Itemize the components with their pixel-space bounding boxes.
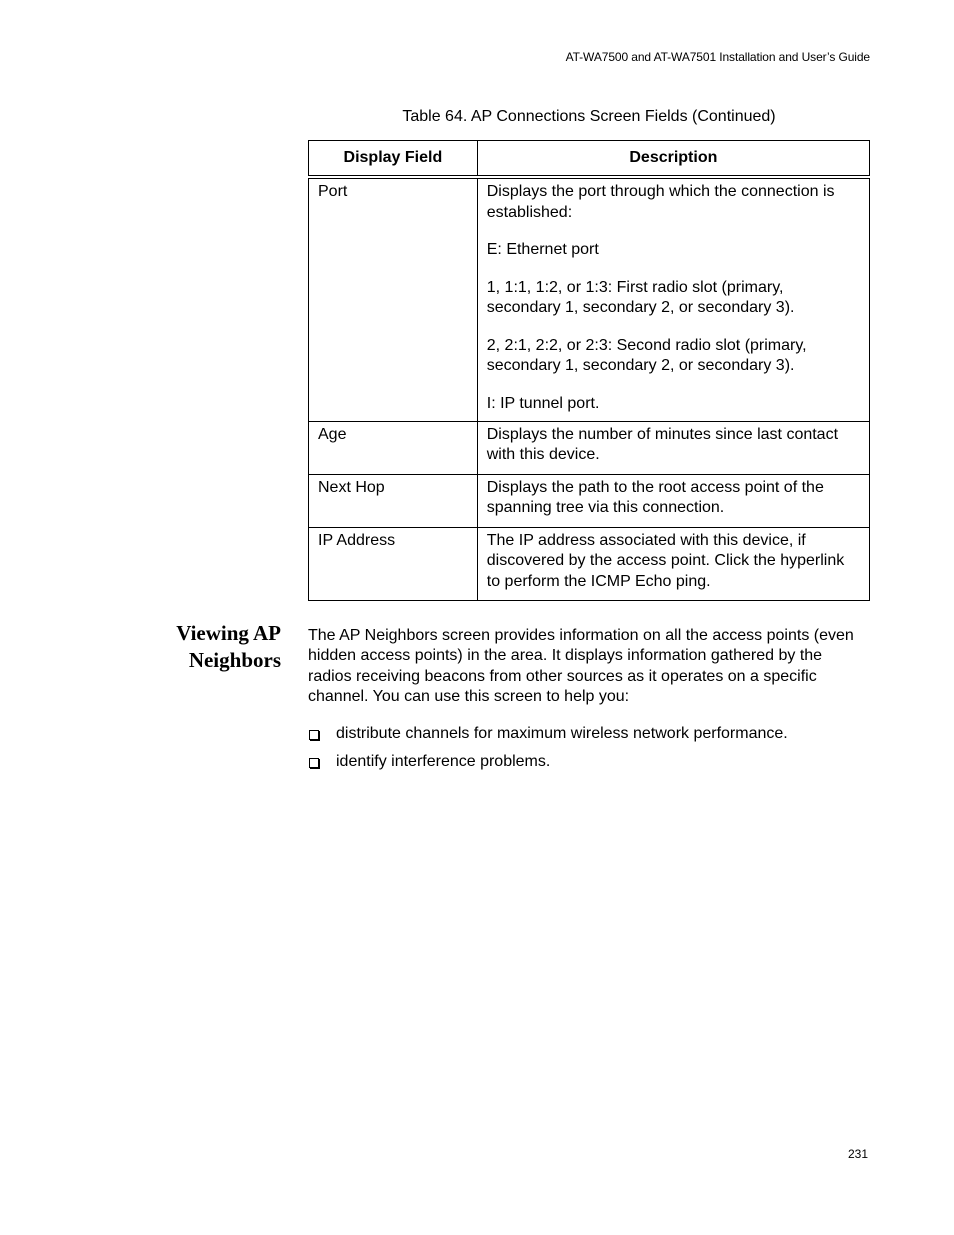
running-header: AT-WA7500 and AT-WA7501 Installation and User’s Guide xyxy=(565,50,870,64)
description-paragraph: E: Ethernet port xyxy=(486,241,599,258)
table-header-row xyxy=(309,141,870,178)
list-item-text: identify interference problems. xyxy=(336,753,551,770)
field-cell: Next Hop xyxy=(309,474,478,527)
table-row xyxy=(309,177,870,421)
hollow-square-icon xyxy=(309,758,319,768)
column-header-description: Description xyxy=(477,141,869,178)
description-paragraph: 2, 2:1, 2:2, or 2:3: Second radio slot (primary, secondary 1, secondary 2, or secondary 3). xyxy=(486,336,807,374)
section-heading-line: Neighbors xyxy=(188,648,281,672)
list-item xyxy=(308,752,870,772)
page-number: 231 xyxy=(847,1147,868,1161)
description-paragraph: Displays the path to the root access point of the spanning tree via this connection. xyxy=(486,478,824,516)
field-cell: Port xyxy=(309,177,478,421)
description-paragraph: I: IP tunnel port. xyxy=(486,394,600,412)
field-cell: IP Address xyxy=(309,527,478,600)
list-item xyxy=(308,724,870,744)
description-paragraph: 1, 1:1, 1:2, or 1:3: First radio slot (primary, secondary 1, secondary 2, or secondary 3). xyxy=(486,278,795,316)
section-heading-line: Viewing AP xyxy=(176,621,281,645)
table-row xyxy=(309,421,870,474)
field-cell: Age xyxy=(309,421,478,474)
hollow-square-icon xyxy=(309,730,319,740)
column-header-display-field: Display Field xyxy=(309,141,478,178)
description-paragraph: Displays the port through which the connection is established: xyxy=(486,183,835,221)
description-cell xyxy=(477,474,869,527)
fields-table xyxy=(308,140,870,601)
description-paragraph: Displays the number of minutes since last contact with this device. xyxy=(486,425,839,463)
intro-paragraph: The AP Neighbors screen provides information on all the access points (even hidden access points) in the area. It displays information gathered by the radios receiving beacons from other sources as it operates on a specific channel. You can use this screen to help you: xyxy=(308,627,854,705)
description-cell xyxy=(477,527,869,600)
table-row xyxy=(309,474,870,527)
description-cell xyxy=(477,421,869,474)
table-caption: Table 64. AP Connections Screen Fields (Continued) xyxy=(402,108,776,125)
bullet-list xyxy=(308,724,870,780)
list-item-text: distribute channels for maximum wireless network performance. xyxy=(336,725,788,742)
description-cell xyxy=(477,177,869,421)
table-row xyxy=(309,527,870,600)
section-heading xyxy=(150,620,281,674)
description-paragraph: The IP address associated with this device, if discovered by the access point. Click the hyperlink to perform the ICMP Echo ping. xyxy=(486,531,845,590)
